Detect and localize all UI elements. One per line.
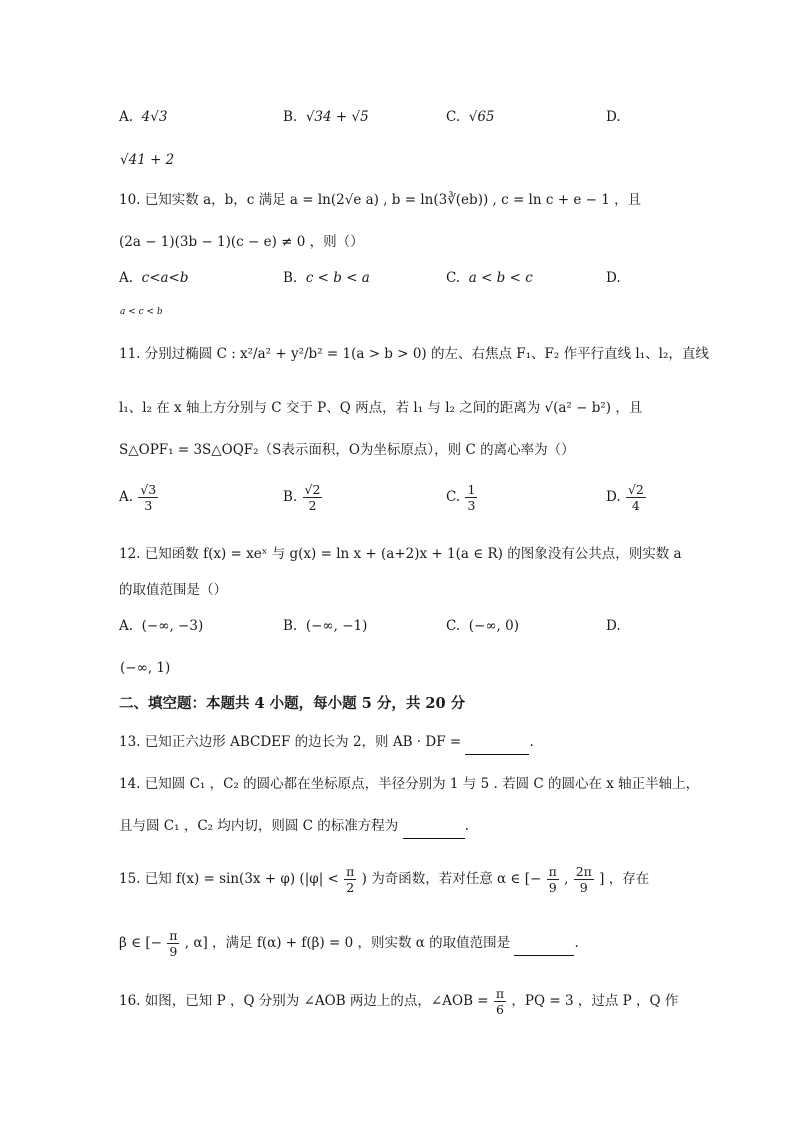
q9-option-d bbox=[606, 107, 621, 127]
q11-stem-line3: S△OPF₁ = 3S△OQF₂（S表示面积，O为坐标原点），则 C 的离心率为（） bbox=[119, 442, 575, 458]
q10-option-a: A. c<a<b bbox=[119, 270, 189, 286]
q9-option-d-text: √41 + 2 bbox=[120, 152, 175, 168]
q16-stem-line1: 16. 如图，已知 P ，Q 分别为 ∠AOB 两边上的点，∠AOB = $\frac{\pi}{6}$ ，PQ = 3 ，过点 P ，Q 作 bbox=[119, 986, 679, 1017]
question-number: 11. bbox=[119, 346, 141, 362]
option-label: B. bbox=[283, 109, 298, 125]
q9-option-c bbox=[446, 107, 495, 127]
fraction: $\frac{\pi}{9}$ bbox=[169, 928, 178, 959]
option-text: √34 + √5 bbox=[305, 109, 369, 125]
q14-stem-line1: 14. 已知圆 C₁ ，C₂ 的圆心都在坐标原点，半径分别为 1 与 5 . 若圆 C 的圆心在 x 轴正半轴上， bbox=[119, 776, 700, 792]
q12-option-b: B. (−∞, −1) bbox=[283, 618, 368, 634]
q10-stem-line1: 10. 已知实数 a，b，c 满足 a = ln(2√e a) , b = ln(3∛(eb)) , c = ln c + e − 1 ，且 bbox=[119, 192, 642, 208]
fraction: $\frac{√3}{3}$ bbox=[140, 482, 157, 513]
question-number: 14. bbox=[119, 776, 141, 792]
q15-stem-line2: β ∈ [− $\frac{\pi}{9}$ , α] ，满足 f(α) + f(β) = 0 ，则实数 α 的取值范围是 . bbox=[119, 928, 579, 959]
q10-stem-line2: (2a − 1)(3b − 1)(c − e) ≠ 0 ，则（） bbox=[119, 234, 364, 250]
fraction: $\frac{1}{3}$ bbox=[467, 482, 476, 513]
q12-option-d: D. bbox=[606, 618, 621, 634]
q11-option-b: B. $\frac{√2}{2}$ bbox=[283, 482, 321, 513]
fraction: $\frac{\pi}{6}$ bbox=[495, 986, 505, 1017]
answer-blank bbox=[514, 935, 574, 956]
question-number: 10. bbox=[119, 192, 141, 208]
q11-option-d: D. $\frac{√2}{4}$ bbox=[606, 482, 644, 513]
question-number: 12. bbox=[119, 546, 141, 562]
fraction: $\frac{√2}{4}$ bbox=[627, 482, 644, 513]
q12-option-a: A. (−∞, −3) bbox=[119, 618, 204, 634]
q11-option-a: A. $\frac{√3}{3}$ bbox=[119, 482, 157, 513]
option-label: D. bbox=[606, 109, 621, 125]
option-text: 4√3 bbox=[141, 109, 168, 125]
answer-blank bbox=[465, 734, 529, 755]
section-heading: 二、填空题：本题共 4 小题，每小题 5 分，共 20 分 bbox=[119, 695, 466, 712]
fraction: $\frac{\pi}{9}$ bbox=[548, 864, 557, 895]
q11-stem-line2: l₁、l₂ 在 x 轴上方分别与 C 交于 P、Q 两点，若 l₁ 与 l₂ 之间的距离为 √(a² − b²) ，且 bbox=[119, 400, 643, 416]
option-label: C. bbox=[446, 109, 461, 125]
fraction: $\frac{√2}{2}$ bbox=[304, 482, 321, 513]
q10-option-c: C. a < b < c bbox=[446, 270, 533, 286]
q9-option-b bbox=[283, 107, 369, 127]
q12-stem-line1: 12. 已知函数 f(x) = xeˣ 与 g(x) = ln x + (a+2)x + 1(a ∈ R) 的图象没有公共点，则实数 a bbox=[119, 546, 682, 562]
fraction: $\frac{2\pi}{9}$ bbox=[575, 864, 592, 895]
q11-stem-line1: 11. 分别过椭圆 C : x²/a² + y²/b² = 1(a > b > 0) 的左、右焦点 F₁、F₂ 作平行直线 l₁、l₂，直线 bbox=[119, 346, 709, 362]
q14-stem-line2: 且与圆 C₁ ，C₂ 均内切，则圆 C 的标准方程为 . bbox=[119, 816, 469, 839]
q10-option-b: B. c < b < a bbox=[283, 270, 370, 286]
q15-stem-line1: 15. 已知 f(x) = sin(3x + φ) (|φ| < $\frac{\pi}{2}$ ) 为奇函数，若对任意 α ∈ [− $\frac{\pi}{9}$ , $\frac{2\pi}{9}$ ] ，存在 bbox=[119, 864, 650, 895]
q12-option-c: C. (−∞, 0) bbox=[446, 618, 519, 634]
q13-stem: 13. 已知正六边形 ABCDEF 的边长为 2，则 AB · DF = . bbox=[119, 732, 534, 755]
q12-stem-line2: 的取值范围是（） bbox=[119, 582, 227, 598]
question-number: 13. bbox=[119, 734, 141, 750]
q10-option-d-text: a < c < b bbox=[120, 307, 163, 317]
option-label: A. bbox=[119, 109, 134, 125]
answer-blank bbox=[403, 818, 465, 839]
q10-option-d: D. bbox=[606, 270, 621, 286]
fraction: $\frac{\pi}{2}$ bbox=[346, 864, 355, 895]
question-number: 16. bbox=[119, 993, 141, 1009]
q12-option-d-text: (−∞, 1) bbox=[120, 660, 171, 676]
question-number: 15. bbox=[119, 871, 141, 887]
q11-option-c: C. $\frac{1}{3}$ bbox=[446, 482, 476, 513]
q9-option-a bbox=[119, 107, 167, 127]
option-text: √65 bbox=[468, 109, 495, 125]
